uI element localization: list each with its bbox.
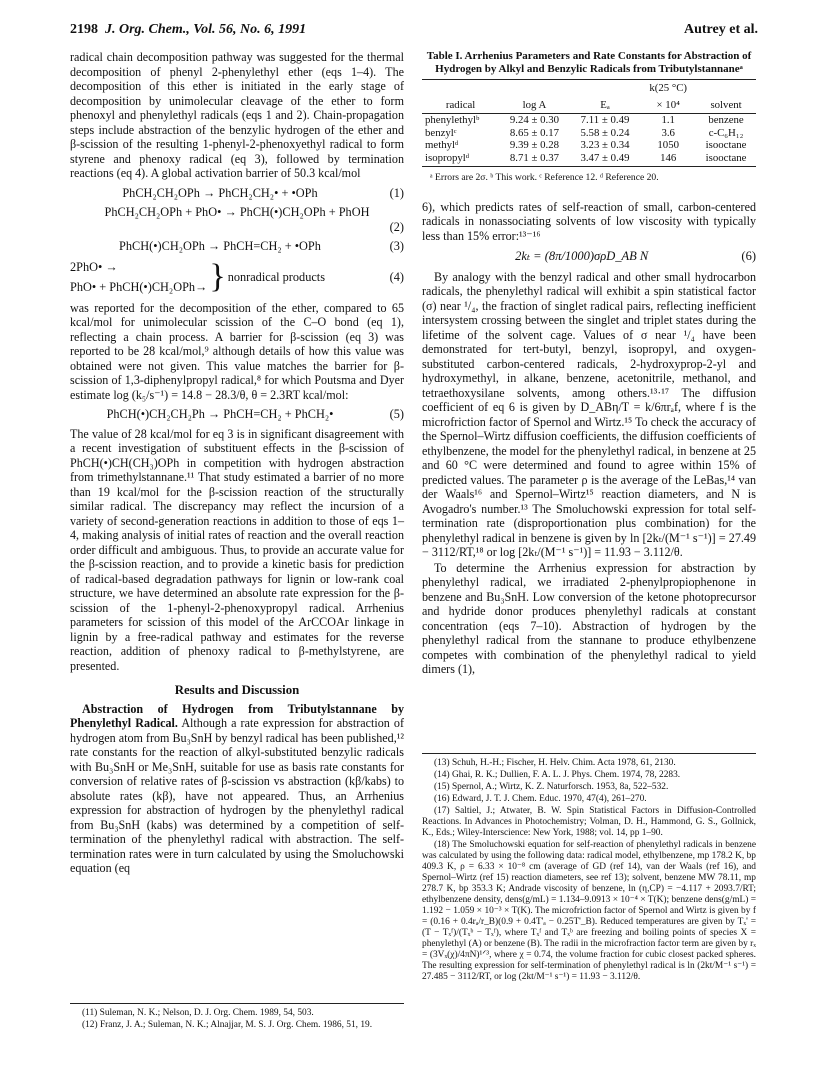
table-header-k-line2: × 10⁴ [640,97,696,114]
right-paragraph-2: By analogy with the benzyl radical and other small hydrocarbon radicals, the phenylethyl radical will exhibit a spin statistical factor (σ) near ¹/₄, the fraction of singlet radical pairs, reflecting inefficient intersystem crossing between the singlet and triplet states during the lifetime of the solvent cage. Values of σ near ¹/₄ have been demonstrated for tert-butyl, benzyl, isopropyl, and oxygen-substituted carbon-centered radicals, 2-hydroxyprop-2-yl and hydroxymethyl, in alkane, benzene, acetonitrile, methanol, and tetraethoxysilane solvents, among others.¹³·¹⁷ The diffusion coefficient of eq 6 is given by D_ABη/T = k/6πrₐf, where f is the microfriction factor of Spernol and Wirtz.¹⁵ To check the accuracy of the Spernol–Wirtz diffusion coefficients, the diffusion coefficients of ethylbenzene, the model for the phenylethyl radical, in benzene at 25 and 60 °C were determined and found to agree within 15% of predicted values. The parameter ρ is the average of the LeBas,¹⁴ van der Waals¹⁶ and Spernol–Wirtz¹⁵ reaction diameters, and N is Avogadro's number.¹³ The Smoluchowski expression for total self-termination rate (disproportionation plus combination) for the phenylethyl radical in benzene is given by ln [2kₜ/(M⁻¹ s⁻¹)] = 27.49 − 3112/RT,¹⁸ or log [2kₜ/(M⁻¹ s⁻¹)] = 11.93 − 3.112/θ. [422,269,756,559]
cell-ea: 7.11 ± 0.49 [580,114,630,126]
table-header-log-a: log A [499,97,570,114]
cell-radical: benzylᶜ [425,126,457,139]
table-header-solvent: solvent [696,97,756,114]
table-row [422,152,756,167]
equation-6-text: 2kₜ = (8π/1000)σρD_AB N [515,249,649,263]
footnote-17: (17) Saltiel, J.; Atwater, B. W. Spin Statistical Factors in Diffusion-Controlled Reactions. In Advances in Photochemistry; Volman, D. H., Hammond, G. S., Gollnick, K., Eds.; Wiley-Interscience: New York, 1988; vol. 14, pp 1–90. [422,806,756,838]
section-title: Results and Discussion [174,683,300,697]
paragraph-2: was reported for the decomposition of the ether, compared to 65 kcal/mol for unimolecular scission of the C–O bond (eq 1), reflecting a chain process. A barrier for β-scission (eq 3) was reported to be 28 kcal/mol,⁹ although details of how this value was obtained were not given. This value matches the barrier for β-scission of 1,3-diphenylpropyl radical,⁸ for which Poutsma and Dyer estimate log (k₅/s⁻¹) = 14.8 − 28.3/θ, θ = 2.3RT kcal/mol: [70,300,404,402]
equation-4-line-2: PhO• + PhCH(•)CH₂OPh→ [70,280,208,294]
cell-k: 1050 [657,139,679,151]
run-in-heading: Abstraction of Hydrogen from Tributylstannane by Phenylethyl Radical. [70,701,404,730]
cell-radical: methylᵈ [425,139,459,151]
table-header-spacer [696,80,756,97]
table-header-ea: Eₐ [570,97,641,114]
right-footnotes [422,753,756,984]
equation-1 [70,186,404,201]
left-column [70,50,404,877]
footnote-15: (15) Spernol, A.; Wirtz, K. Z. Naturforsch. 1953, 8a, 522–532. [434,782,669,792]
equation-5-number: (5) [389,407,404,421]
right-column [422,50,756,678]
cell-solvent: isooctane [696,152,756,167]
equation-4-number: (4) [389,269,404,284]
footnote-11: (11) Suleman, N. K.; Nelson, D. J. Org. Chem. 1989, 54, 503. [82,1008,314,1018]
table-header-radical: radical [422,97,499,114]
table-row [422,127,756,140]
equation-3 [70,239,404,254]
right-paragraph-3: To determine the Arrhenius expression for abstraction by phenylethyl radical, we irradiated 2-phenylpropiophenone in benzene and Bu₃SnH. Low conversion of the ketone photoprecursor and hydride donor produces phenylethyl radicals at constant concentration (eqs 7–10). Abstraction of hydrogen by the phenylethyl radical from the stannane to produce ethylbenzene competes with combination of the phenylethyl radical to yield dimers (1), [422,560,756,676]
cell-log-a: 9.39 ± 0.28 [509,139,560,151]
table-row [422,114,756,127]
table-title: Table I. Arrhenius Parameters and Rate Constants for Abstraction of Hydrogen by Alkyl and Benzylic Radicals from Tributylstannaneᵃ [426,50,752,75]
cell-log-a: 8.65 ± 0.17 [509,126,560,139]
footnote-16: (16) Edward, J. T. J. Chem. Educ. 1970, 47(4), 261–270. [434,794,647,804]
paragraph-3: The value of 28 kcal/mol for eq 3 is in significant disagreement with a recent investigation of substituent effects in the β-scission of PhCH(•)CH(CH₃)OPh in competition with hydrogen abstraction from trimethylstannane.¹¹ That study estimated a barrier of no more than 19 kcal/mol for the β-scission reaction of the structurally similar radical. The discrepancy may reflect the incursion of a variety of second-generation reactions in addition to those of eqs 1–4, making analysis of initial rates of reaction and the overall reaction order difficult and ambiguous. Thus, to provide an accurate value for the β-scission reaction, and to provide a kinetic basis for prediction of radical-based degradation pathways for lignin or low-rank coal structure, we have determined an absolute rate expression for the β-scission of the 1-phenyl-2-phenoxypropyl radical. Arrhenius parameters for scission of this model of the ArCCOAr linkage in lignin by a free-radical pathway and estimates for the reverse reaction, addition of phenoxy radical to β-methylstyrene, are presented. [70,426,404,673]
footnote-14: (14) Ghai, R. K.; Dullien, F. A. L. J. Phys. Chem. 1974, 78, 2283. [434,770,681,780]
equation-3-text: PhCH(•)CH₂OPh → PhCH=CH₂ + •OPh [119,239,321,253]
equation-6-number: (6) [741,249,756,263]
table-header-spacer [422,80,499,97]
arrhenius-table [422,79,756,167]
cell-solvent: c-C₆H₁₂ [708,126,744,139]
cell-k: 1.1 [661,114,675,126]
cell-ea: 3.47 ± 0.49 [570,152,641,167]
left-footnotes [70,1003,404,1032]
table-1 [422,50,756,186]
equation-2-text: PhCH₂CH₂OPh + PhO• → PhCH(•)CH₂OPh + PhOH [104,205,370,219]
cell-k: 146 [640,152,696,167]
table-header-k-line1: k(25 °C) [640,80,696,97]
header-left [70,22,306,38]
page-number: 2198 [70,22,98,37]
page-header [70,22,758,42]
equation-5-text: PhCH(•)CH₂CH₂Ph → PhCH=CH₂ + PhCH₂• [106,407,334,421]
paragraph-4-text: Although a rate expression for abstraction of hydrogen atom from Bu₃SnH by benzyl radical has been published,¹² rate constants for the reaction of alkyl-substituted benzylic radicals with Bu₃SnH or Me₃SnH, suitable for use as basis rate constants for conversion of relative rates of β-scission vs abstraction (kβ/kabs) to absolute rates (kβ), have not appeared. Thus, an Arrhenius expression for abstraction of hydrogen by the phenylethyl radical from Bu₃SnH (kabs) was determined by a competition of self-termination of the phenylethyl radical with abstraction. The self-termination rates were in turn calculated by using the Smoluchowski equation (eq [70,716,404,875]
equation-2 [70,205,404,234]
footnote-18: (18) The Smoluchowski equation for self-reaction of phenylethyl radicals in benzene was calculated by using the following data: radical model, ethylbenzene, mp 178.2 K, bp 409.3 K, ρ = 6.33 × 10⁻⁸ cm (average of GD (ref 14), van der Waals (ref 16), and Spernol–Wirtz (ref 15) reaction diameters, see ref 13); solvent, benzene MW 78.11, mp 278.7 K, bp 353.3 K; Andrade viscosity of benzene, ln (η,CP) = −4.117 + 2093.7/RT; ethylbenzene density, dens(g/mL) = 1.134–9.0913 × 10⁻⁴ × T(K); benzene dens(g/mL) = 1.192 − 1.059 × 10⁻³ × T(K). The microfriction factor of Spernol and Wirtz is given by f = (0.16 + 0.4rₐ/r_B)(0.9 + 0.4T'ₐ − 0.25T'_B). Reduced temperatures are given by Tₓ' = (T − Tₓᶠ)/(Tₓᵇ − Tₓᶠ), where Tₓᶠ and Tₓᵇ are freezing and boiling points of species X = phenylethyl (A) or benzene (B). The radii in the microfraction factor term are given by rₓ = (3Vₓ(χ)/4πN)¹ᐟ³, where χ = 0.74, the volume fraction for cubic closest packed spheres. The resulting expression for self-termination of phenylethyl radical is ln (2kt/M⁻¹ s⁻¹) = 27.485 − 3112/RT, or log (2kt/M⁻¹ s⁻¹) = 11.93 − 3.112/θ. [422,840,756,982]
journal-volume: Vol. 56, No. 6, 1991 [193,22,307,37]
table-row [422,139,756,152]
right-paragraph-1: 6), which predicts rates of self-reaction of small, carbon-centered radicals in nonassociating solvents of low viscosity with typically less than 15% error:¹³⁻¹⁶ [422,199,756,243]
equation-4-products: nonradical products [227,269,326,284]
equation-1-number: (1) [389,185,404,200]
intro-paragraph: radical chain decomposition pathway was suggested for the thermal decomposition of phenyl 2-phenylethyl ether (eqs 1–4). The decomposition of this ether is initiated in the early stage of decomposition by unimolecular cleavage of the ether to form phenoxyl and phenylethyl radicals (eqs 1 and 2). Chain-propagation steps include abstraction of the benzylic hydrogen of the ether and β-scission of the resulting 1-phenyl-2-phenoxyethyl radical to form styrene and phenoxy radical (eq 3), followed by termination reactions (eq 4). A global activation barrier of 50.3 kcal/mol [70,50,404,180]
cell-log-a: 9.24 ± 0.30 [509,114,560,126]
right-brace-icon: } [209,258,226,295]
cell-solvent: isooctane [705,139,747,151]
header-authors: Autrey et al. [684,22,758,37]
table-header-spacer [499,80,570,97]
footnote-13: (13) Schuh, H.-H.; Fischer, H. Helv. Chim. Acta 1978, 61, 2130. [434,758,676,768]
cell-ea: 5.58 ± 0.24 [580,126,630,139]
paragraph-4 [70,702,404,876]
cell-radical: isopropylᵈ [422,152,499,167]
table-header-spacer [570,80,641,97]
cell-solvent: benzene [708,114,744,126]
equation-4-reactants [70,260,207,295]
cell-k: 3.6 [661,126,675,139]
equation-5 [70,407,404,422]
equation-6 [422,249,756,264]
cell-ea: 3.23 ± 0.34 [580,139,630,151]
equation-3-number: (3) [389,239,404,253]
footnote-12: (12) Franz, J. A.; Suleman, N. K.; Alnajjar, M. S. J. Org. Chem. 1986, 51, 19. [82,1020,373,1030]
equation-4 [70,260,404,295]
cell-radical: phenylethylᵇ [425,114,480,126]
equation-1-text: PhCH₂CH₂OPh → PhCH₂CH₂• + •OPh [122,185,318,200]
table-notes: ᵃ Errors are 2σ. ᵇ This work. ᶜ Reference 12. ᵈ Reference 20. [430,172,659,183]
journal-name: J. Org. Chem., [105,22,190,37]
equation-4-line-1: 2PhO• → [70,259,118,274]
equation-2-number: (2) [389,219,404,234]
cell-log-a: 8.71 ± 0.37 [499,152,570,167]
